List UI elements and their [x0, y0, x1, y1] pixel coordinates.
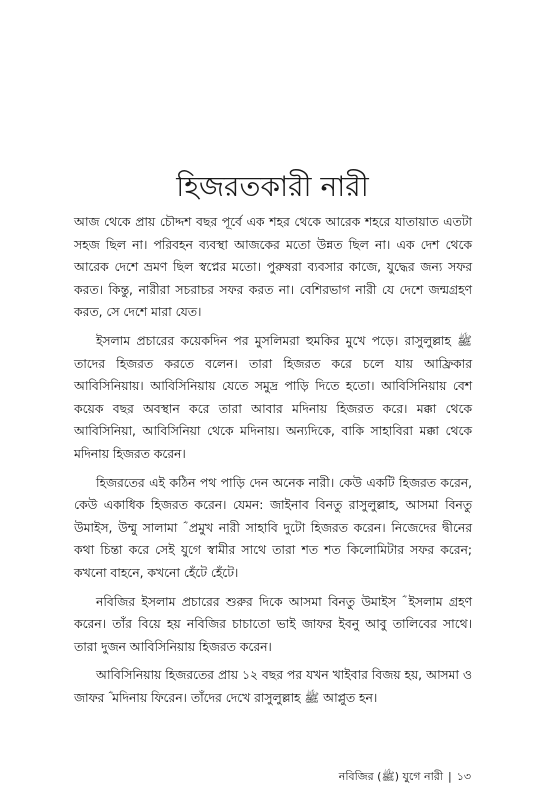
page-footer: [339, 769, 471, 785]
paragraph-3: হিজরতের এই কঠিন পথ পাড়ি দেন অনেক নারী। কেউ একটি হিজরত করেন, কেউ একাধিক হিজরত করেন। যেমন: জাইনাব বিনতু রাসুলুল্লাহ, আসমা বিনতু উমাইস, উম্মু সালামা ؓ প্রমুখ নারী সাহাবি দুটো হিজরত করেন। নিজেদের দ্বীনের কথা চিন্তা করে সেই যুগে স্বামীর সাথে তারা শত শত কিলোমিটার সফর করেন; কখনো বাহনে, কখনো হেঁটে হেঁটে।: [74, 475, 472, 580]
chapter-body: [74, 211, 472, 715]
page-number: ১৩: [456, 770, 471, 783]
paragraph-1: আজ থেকে প্রায় চৌদ্দশ বছর পূর্বে এক শহর থেকে আরেক শহরে যাতায়াত এতটা সহজ ছিল না। পরিবহন ব্যবস্থা আজকের মতো উন্নত ছিল না। এক দেশ থেকে আরেক দেশে ভ্রমণ ছিল স্বপ্নের মতো। পুরুষরা ব্যবসার কাজে, যুদ্ধের জন্য সফর করত। কিন্তু, নারীরা সচরাচর সফর করত না। বেশিরভাগ নারী যে দেশে জন্মগ্রহণ করত, সে দেশে মারা যেত।: [74, 215, 472, 320]
paragraph-5: আবিসিনিয়ায় হিজরতের প্রায় ১২ বছর পর যখন খাইবার বিজয় হয়, আসমা ও জাফর ؓ মদিনায় ফিরেন। তাঁদের দেখে রাসুলুল্লাহ ﷺ আপ্লুত হন।: [74, 668, 472, 705]
chapter-title: হিজরতকারী নারী: [176, 169, 369, 203]
paragraph-4: নবিজির ইসলাম প্রচারের শুরুর দিকে আসমা বিনতু উমাইস ؓ ইসলাম গ্রহণ করেন। তাঁর বিয়ে হয় নবিজির চাচাতো ভাই জাফর ইবনু আবু তালিবের সাথে। তারা দুজন আবিসিনিয়ায় হিজরত করেন।: [74, 594, 472, 654]
footer-separator: |: [447, 770, 452, 783]
paragraph-2: ইসলাম প্রচারের কয়েকদিন পর মুসলিমরা হুমকির মুখে পড়ে। রাসুলুল্লাহ ﷺ তাদের হিজরত করতে বলেন। তারা হিজরত করে চলে যায় আফ্রিকার আবিসিনিয়ায়। আবিসিনিয়ায় যেতে সমুদ্র পাড়ি দিতে হতো। আবিসিনিয়ায় বেশ কয়েক বছর অবস্থান করে তারা আবার মদিনায় হিজরত করে। মক্কা থেকে আবিসিনিয়া, আবিসিনিয়া থেকে মদিনায়। অন্যদিকে, বাকি সাহাবিরা মক্কা থেকে মদিনায় হিজরত করেন।: [74, 333, 472, 461]
running-title: নবিজির (ﷺ) যুগে নারী: [338, 770, 443, 783]
